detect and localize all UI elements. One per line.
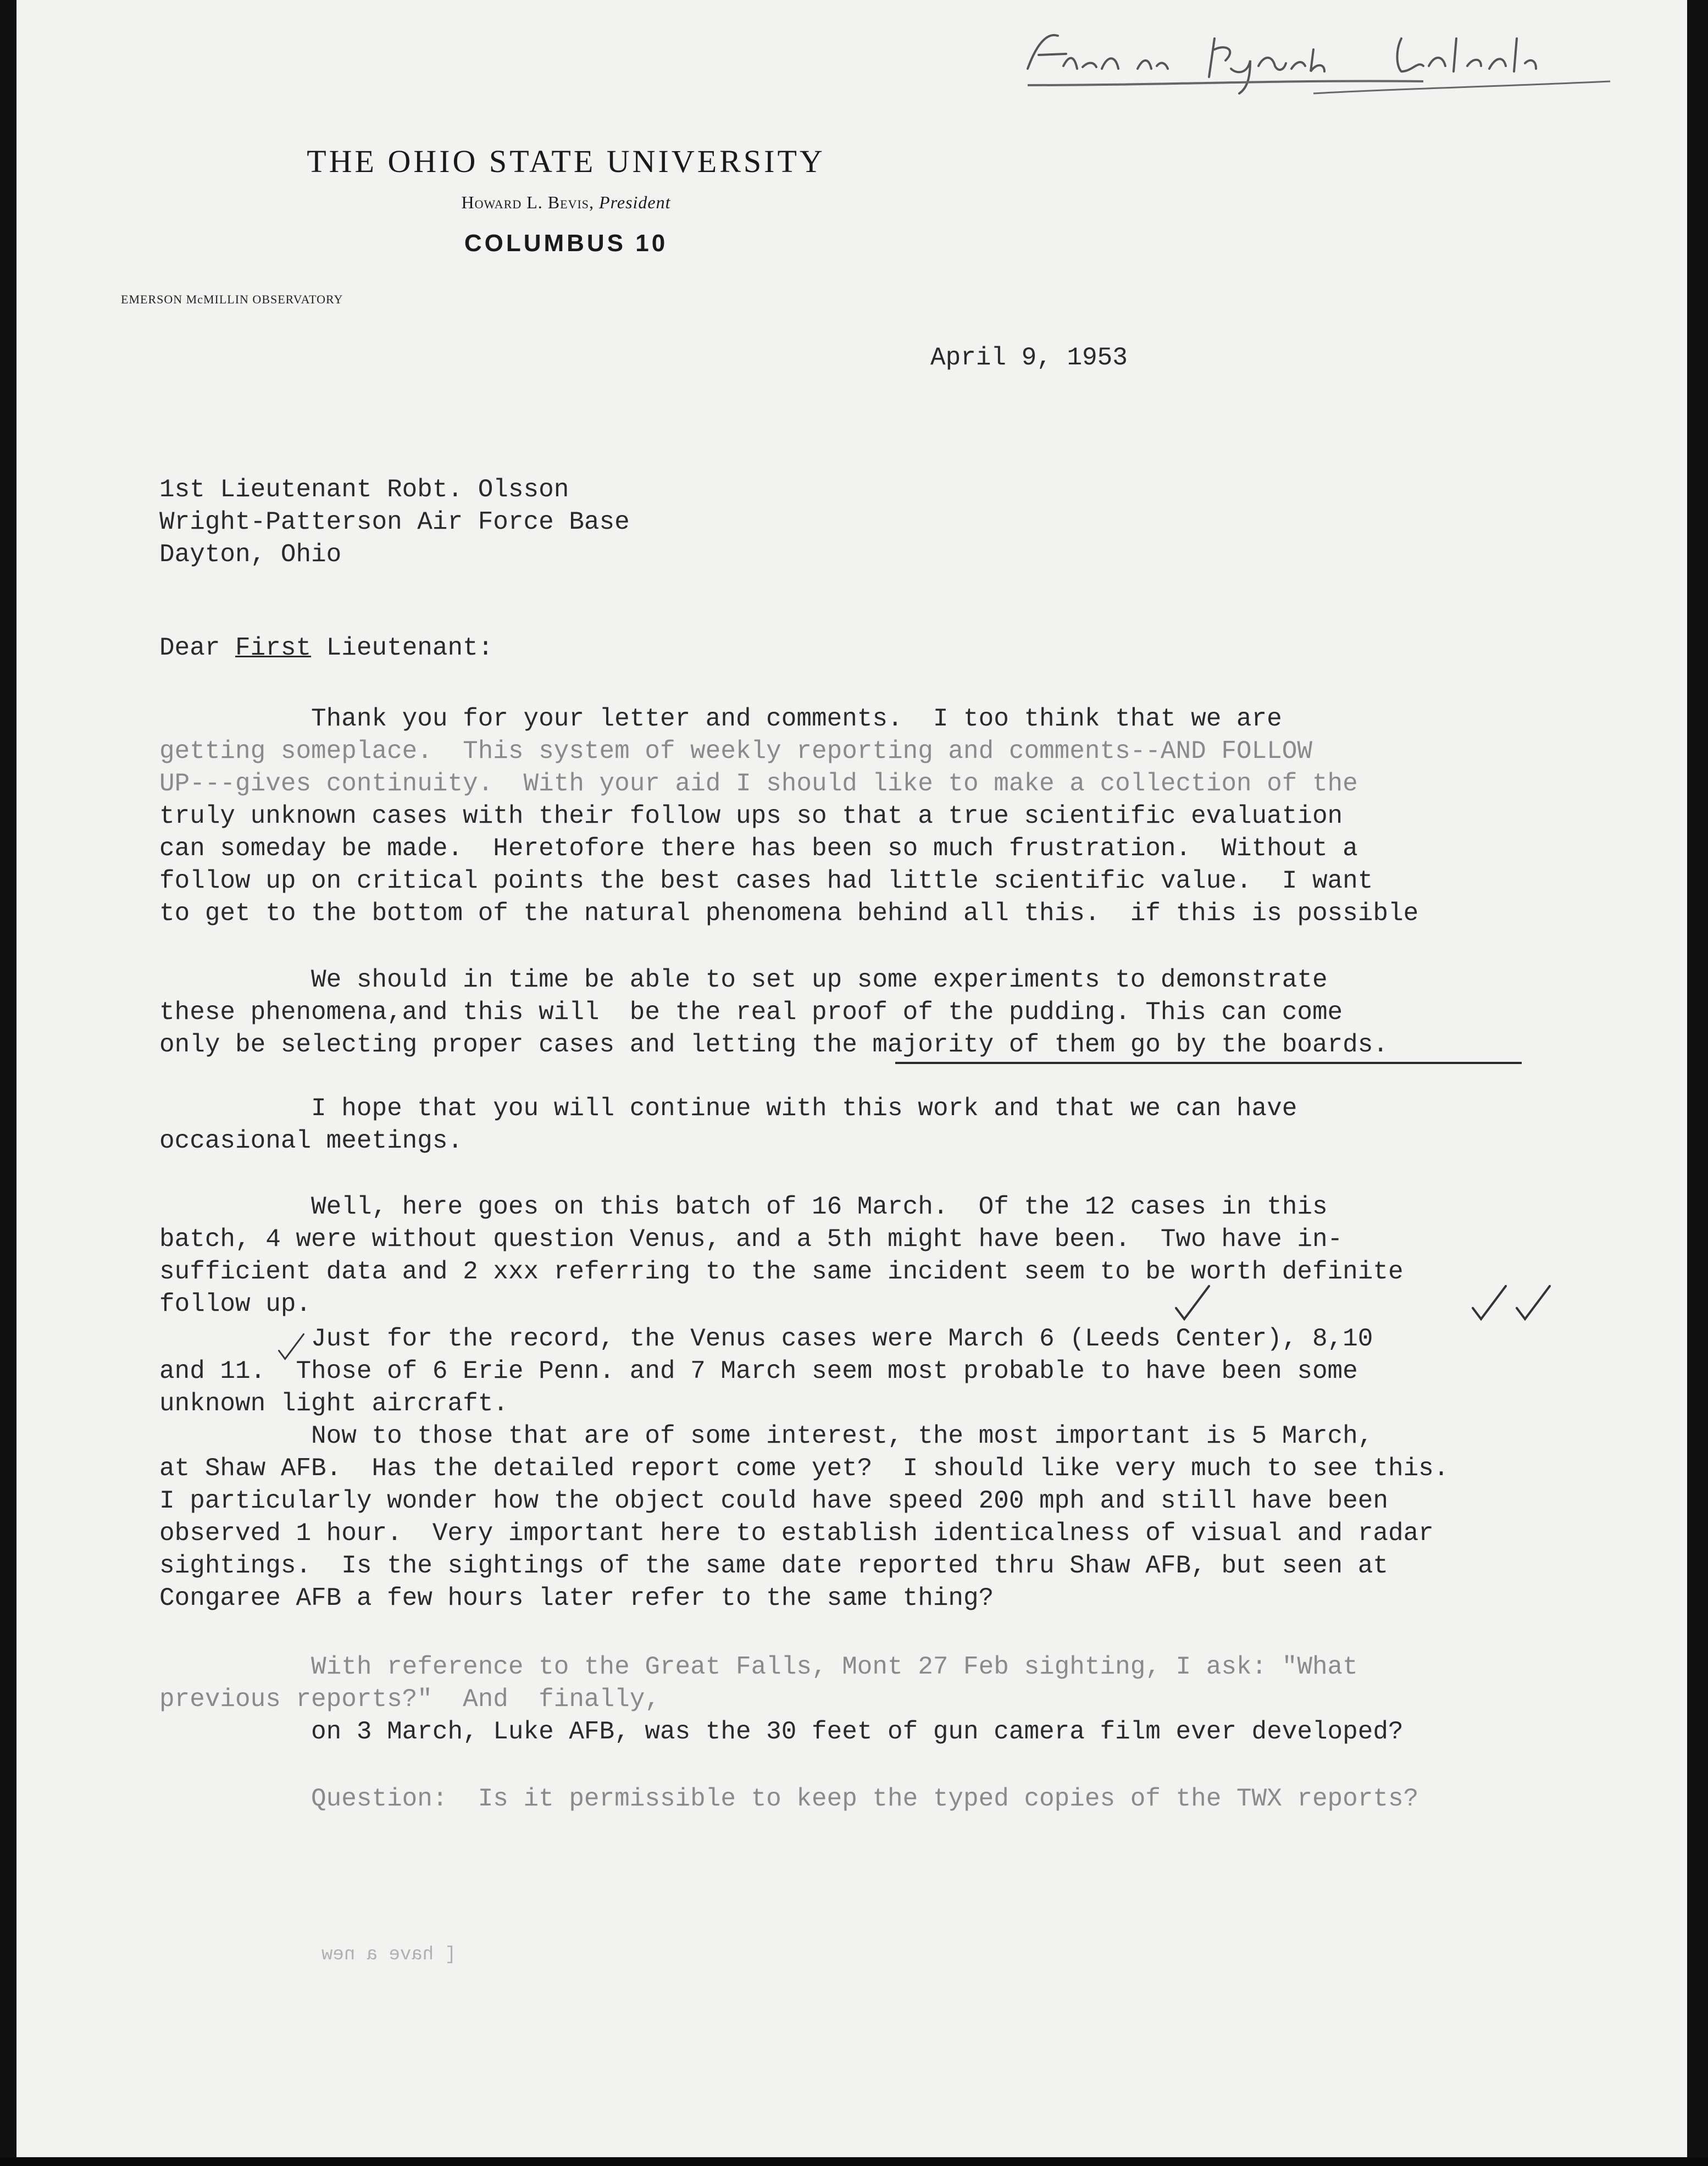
para3-line: occasional meetings. <box>159 1127 463 1155</box>
recipient-line-2: Wright-Patterson Air Force Base <box>159 508 630 536</box>
para1-line: Thank you for your letter and comments. I too think that we are <box>159 705 1282 733</box>
para5-line: previous reports?" And finally, <box>159 1685 660 1714</box>
bleed-through-text: [ have a new <box>321 1945 456 1965</box>
para5-line: With reference to the Great Falls, Mont 27 Feb sighting, I ask: "What <box>159 1653 1358 1681</box>
recipient-line-1: 1st Lieutenant Robt. Olsson <box>159 475 569 504</box>
para4-line: and 11. Those of 6 Erie Penn. and 7 March seem most probable to have been some <box>159 1357 1358 1386</box>
president-name: Howard L. Bevis, <box>461 192 595 212</box>
para1-line: follow up on critical points the best cases had little scientific value. I want <box>159 867 1373 895</box>
salutation-underlined: First <box>235 634 312 662</box>
para1-line: truly unknown cases with their follow ups so that a true scientific evaluation <box>159 802 1343 830</box>
para1-line: to get to the bottom of the natural phenomena behind all this. if this is possible <box>159 899 1419 928</box>
checkmark-icon <box>275 1330 308 1363</box>
para6-line: Question: Is it permissible to keep the typed copies of the TWX reports? <box>159 1785 1419 1813</box>
president-title: President <box>599 192 671 212</box>
recipient-line-3: Dayton, Ohio <box>159 540 342 569</box>
para4-line: I particularly wonder how the object could have speed 200 mph and still have been <box>159 1487 1388 1515</box>
letterhead-department: EMERSON McMILLIN OBSERVATORY <box>121 292 343 306</box>
para4-line: batch, 4 were without question Venus, and a 5th might have been. Two have in- <box>159 1225 1343 1254</box>
letterhead-president <box>154 192 978 213</box>
letterhead-city: COLUMBUS 10 <box>464 230 668 257</box>
para4-line: sufficient data and 2 xxx referring to the same incident seem to be worth definite <box>159 1258 1404 1286</box>
letterhead-university: THE OHIO STATE UNIVERSITY <box>307 143 825 179</box>
handwriting-signature-icon <box>1006 16 1621 104</box>
letter-date: April 9, 1953 <box>930 344 1128 372</box>
checkmark-icon <box>1171 1281 1215 1325</box>
underline-majority <box>895 1062 1522 1064</box>
para4-line: Now to those that are of some interest, the most important is 5 March, <box>159 1422 1373 1450</box>
para1-line: UP---gives continuity. With your aid I should like to make a collection of the <box>159 769 1358 798</box>
para3-line: I hope that you will continue with this work and that we can have <box>159 1094 1297 1123</box>
checkmark-icon <box>1467 1281 1511 1325</box>
handwritten-annotation <box>1006 16 1621 104</box>
scan-border <box>0 2157 1708 2166</box>
salutation-pre: Dear <box>159 634 236 662</box>
para4-line: follow up. <box>159 1290 312 1319</box>
para2-line: only be selecting proper cases and letting the majority of them go by the boards. <box>159 1031 1388 1059</box>
salutation-post: Lieutenant: <box>311 634 493 662</box>
letter-page <box>16 0 1687 2157</box>
para4-line: observed 1 hour. Very important here to establish identicalness of visual and radar <box>159 1519 1434 1548</box>
salutation <box>159 635 493 661</box>
para4-line: Well, here goes on this batch of 16 March. Of the 12 cases in this <box>159 1193 1328 1221</box>
para2-line: We should in time be able to set up some experiments to demonstrate <box>159 966 1328 994</box>
para4-line: Just for the record, the Venus cases were March 6 (Leeds Center), 8,10 <box>159 1325 1373 1353</box>
para5-line: on 3 March, Luke AFB, was the 30 feet of gun camera film ever developed? <box>159 1718 1404 1746</box>
para4-line: unknown light aircraft. <box>159 1389 508 1418</box>
checkmark-icon <box>1511 1281 1555 1325</box>
para1-line: can someday be made. Heretofore there has been so much frustration. Without a <box>159 834 1358 863</box>
para4-line: Congaree AFB a few hours later refer to the same thing? <box>159 1584 994 1613</box>
para1-line: getting someplace. This system of weekly reporting and comments--AND FOLLOW <box>159 737 1312 766</box>
para4-line: sightings. Is the sightings of the same date reported thru Shaw AFB, but seen at <box>159 1552 1388 1580</box>
para2-line: these phenomena,and this will be the real proof of the pudding. This can come <box>159 998 1343 1027</box>
para4-line: at Shaw AFB. Has the detailed report come yet? I should like very much to see this. <box>159 1454 1449 1483</box>
